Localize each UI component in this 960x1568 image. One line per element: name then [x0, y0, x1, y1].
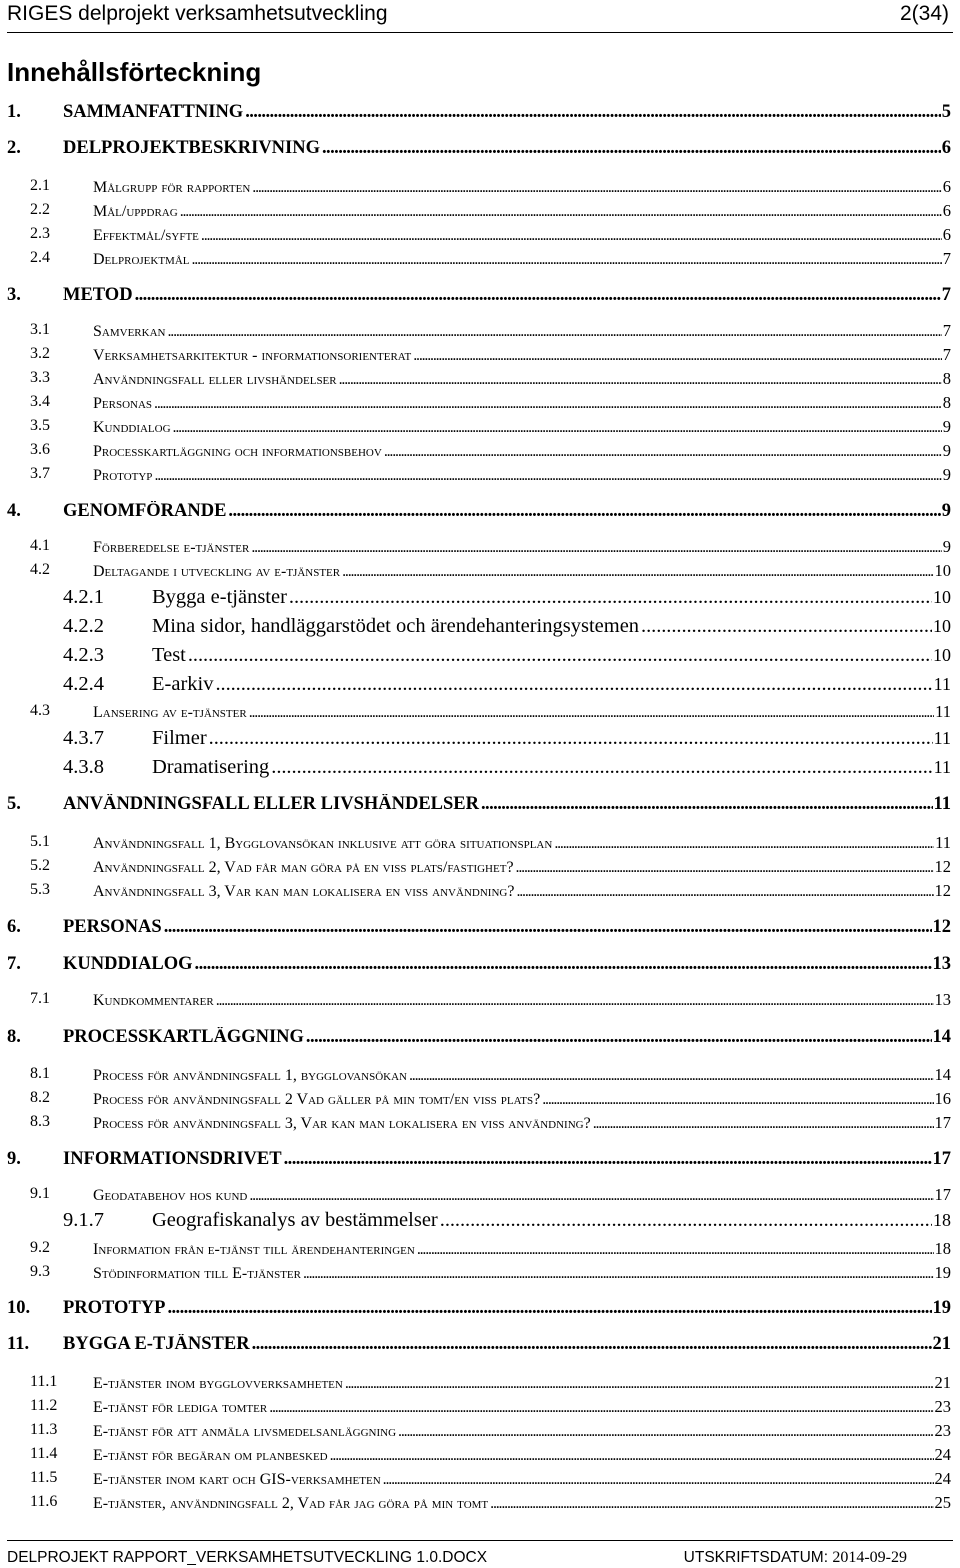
- toc-entry-number: 11.2: [30, 1397, 58, 1414]
- toc-dot-leader: [216, 992, 934, 1010]
- toc-dot-leader: [417, 1241, 934, 1259]
- toc-entry-number: 4.1: [30, 537, 50, 554]
- toc-entry-line: [93, 1263, 951, 1283]
- toc-entry-label[interactable]: Användningsfall 1, Bygglovansökan inklusive att göra situationsplan: [93, 835, 553, 852]
- toc-dot-leader: [251, 539, 941, 557]
- toc-entry-number: 8.2: [30, 1089, 50, 1106]
- toc-entry-number: 2.4: [30, 249, 50, 266]
- toc-entry-page-number[interactable]: 23: [934, 1421, 951, 1440]
- toc-entry-line: [93, 702, 951, 722]
- toc-entry-line: [93, 345, 951, 365]
- toc-entry-label[interactable]: PROCESSKARTLÄGGNING: [63, 1027, 304, 1047]
- toc-entry-label[interactable]: Effektmål/syfte: [93, 227, 199, 244]
- toc-heading: Innehållsförteckning: [7, 57, 262, 87]
- toc-entry-label[interactable]: Process för användningsfall 3, Var kan man lokalisera en viss användning?: [93, 1115, 591, 1132]
- toc-entry-label[interactable]: Bygga e-tjänster: [152, 586, 287, 608]
- toc-entry-line: [93, 369, 951, 389]
- toc-entry-line: [63, 285, 951, 306]
- toc-entry-page-number[interactable]: 5: [941, 102, 951, 122]
- toc-entry-line: [93, 1239, 951, 1259]
- toc-entry-number: 11.4: [30, 1445, 58, 1462]
- footer-filename: DELPROJEKT RAPPORT_VERKSAMHETSUTVECKLING 1.0.DOCX: [7, 1549, 488, 1566]
- toc-entry-number: 3.3: [30, 369, 50, 386]
- toc-entry-label[interactable]: Förberedelse e-tjänster: [93, 539, 250, 556]
- toc-entry-label[interactable]: ANVÄNDNINGSFALL ELLER LIVSHÄNDELSER: [63, 794, 479, 814]
- toc-dot-leader: [516, 883, 933, 901]
- toc-entry-label[interactable]: E-tjänst för begäran om planbesked: [93, 1447, 328, 1464]
- toc-entry-line: [93, 1397, 951, 1417]
- toc-entry-number: 11.6: [30, 1493, 58, 1510]
- toc-entry-number: 9.1: [30, 1185, 50, 1202]
- toc-entry-label[interactable]: Geodatabehov hos kund: [93, 1187, 248, 1204]
- toc-entry-line: [93, 321, 951, 341]
- toc-entry-label[interactable]: GENOMFÖRANDE: [63, 501, 227, 521]
- toc-entry-number: 5.1: [30, 833, 50, 850]
- toc-entry-label[interactable]: E-tjänst för att anmäla livsmedelsanläggning: [93, 1423, 397, 1440]
- toc-entry-page-number[interactable]: 16: [934, 1089, 951, 1108]
- toc-entry-page-number[interactable]: 21: [934, 1373, 951, 1392]
- toc-entry-line: [63, 917, 951, 938]
- toc-entry-number: 11.1: [30, 1373, 58, 1390]
- toc-entry-number: 3.1: [30, 321, 50, 338]
- toc-entry-number: 4.2.2: [63, 615, 104, 637]
- toc-entry-number: 11.: [7, 1334, 30, 1354]
- toc-entry-page-number[interactable]: 6: [942, 177, 951, 196]
- toc-entry-label[interactable]: E-tjänster inom kart och GIS-verksamheten: [93, 1471, 381, 1488]
- toc-entry-page-number[interactable]: 25: [934, 1493, 951, 1512]
- toc-entry-number: 11.3: [30, 1421, 58, 1438]
- toc-dot-leader: [188, 644, 932, 667]
- toc-dot-leader: [409, 1067, 934, 1085]
- toc-entry-label[interactable]: Prototyp: [93, 467, 153, 484]
- toc-entry-label[interactable]: Geografiskanalys av bestämmelser: [152, 1209, 438, 1231]
- toc-entry-page-number[interactable]: 7: [942, 249, 951, 268]
- toc-entry-page-number[interactable]: 11: [933, 794, 951, 814]
- toc-entry-label[interactable]: E-arkiv: [152, 673, 214, 695]
- toc-entry-page-number[interactable]: 7: [941, 285, 951, 305]
- toc-entry-page-number[interactable]: 12: [932, 917, 951, 937]
- toc-entry-line: [93, 1493, 951, 1513]
- toc-dot-leader: [481, 794, 933, 815]
- toc-dot-leader: [306, 1027, 932, 1048]
- toc-dot-leader: [249, 704, 934, 722]
- toc-dot-leader: [322, 138, 941, 159]
- toc-entry-line: [93, 857, 951, 877]
- toc-entry-number: 3.5: [30, 417, 50, 434]
- toc-entry-page-number[interactable]: 10: [933, 616, 951, 636]
- toc-entry-label[interactable]: Verksamhetsarkitektur - informationsorienterat: [93, 347, 412, 364]
- toc-entry-label[interactable]: Mål/uppdrag: [93, 203, 178, 220]
- toc-dot-leader: [641, 615, 932, 638]
- toc-entry-label[interactable]: Process för användningsfall 2 Vad gäller på min tomt/en viss plats?: [93, 1091, 541, 1108]
- toc-entry-number: 4.2.3: [63, 644, 104, 666]
- toc-dot-leader: [252, 1334, 932, 1355]
- toc-entry-line: [93, 1113, 951, 1133]
- toc-dot-leader: [490, 1495, 933, 1513]
- toc-entry-line: [93, 561, 951, 581]
- toc-entry-line: [93, 201, 951, 221]
- toc-dot-leader: [342, 563, 933, 581]
- toc-entry-page-number[interactable]: 24: [934, 1445, 951, 1464]
- toc-entry-page-number[interactable]: 12: [934, 881, 951, 900]
- toc-entry-line: [152, 644, 951, 667]
- toc-entry-line: [93, 1421, 951, 1441]
- toc-entry-number: 2.2: [30, 201, 50, 218]
- toc-dot-leader: [164, 917, 932, 938]
- toc-entry-number: 2.3: [30, 225, 50, 242]
- toc-entry-line: [93, 1469, 951, 1489]
- toc-entry-number: 7.1: [30, 990, 50, 1007]
- toc-dot-leader: [413, 347, 942, 365]
- toc-dot-leader: [154, 395, 942, 413]
- toc-dot-leader: [330, 1447, 934, 1465]
- toc-entry-number: 2.: [7, 138, 21, 158]
- toc-entry-number: 4.3: [30, 702, 50, 719]
- toc-entry-page-number[interactable]: 18: [933, 1210, 951, 1230]
- toc-dot-leader: [303, 1265, 934, 1283]
- toc-entry-page-number[interactable]: 9: [942, 465, 951, 484]
- toc-entry-line: [152, 1209, 951, 1232]
- page-footer: [7, 1540, 953, 1568]
- toc-entry-line: [63, 501, 951, 522]
- toc-entry-line: [152, 615, 951, 638]
- toc-dot-leader: [215, 673, 932, 696]
- toc-entry-line: [93, 1445, 951, 1465]
- toc-entry-page-number[interactable]: 6: [942, 225, 951, 244]
- toc-entry-page-number[interactable]: 7: [942, 345, 951, 364]
- toc-dot-leader: [252, 179, 941, 197]
- toc-entry-number: 4.: [7, 501, 21, 521]
- toc-entry-label[interactable]: Processkartläggning och informationsbehov: [93, 443, 382, 460]
- toc-entry-page-number[interactable]: 17: [934, 1185, 951, 1204]
- toc-dot-leader: [192, 251, 942, 269]
- toc-dot-leader: [593, 1115, 934, 1133]
- toc-entry-line: [63, 1149, 951, 1170]
- toc-dot-leader: [384, 443, 942, 461]
- toc-entry-label[interactable]: Samverkan: [93, 323, 166, 340]
- toc-entry-number: 4.2: [30, 561, 50, 578]
- toc-entry-line: [93, 177, 951, 197]
- toc-entry-label[interactable]: Kunddialog: [93, 419, 171, 436]
- footer-date-label: UTSKRIFTSDATUM:: [683, 1549, 829, 1566]
- toc-entry-label[interactable]: Process för användningsfall 1, bygglovansökan: [93, 1067, 407, 1084]
- toc-entry-number: 4.2.4: [63, 673, 104, 695]
- toc-entry-number: 3.6: [30, 441, 50, 458]
- toc-dot-leader: [339, 371, 942, 389]
- toc-entry-page-number[interactable]: 11: [933, 757, 951, 777]
- toc-entry-page-number[interactable]: 13: [934, 990, 951, 1009]
- toc-entry-number: 8.: [7, 1027, 21, 1047]
- toc-entry-page-number[interactable]: 23: [934, 1397, 951, 1416]
- toc-entry-label[interactable]: PERSONAS: [63, 917, 162, 937]
- toc-entry-label[interactable]: Dramatisering: [152, 756, 270, 778]
- toc-entry-line: [93, 249, 951, 269]
- toc-entry-page-number[interactable]: 10: [933, 645, 951, 665]
- footer-print-date: [684, 1549, 907, 1567]
- toc-entry-number: 8.3: [30, 1113, 50, 1130]
- toc-dot-leader: [209, 727, 933, 750]
- toc-dot-leader: [228, 501, 940, 522]
- toc-entry-line: [93, 441, 951, 461]
- toc-dot-leader: [245, 102, 941, 123]
- toc-entry-label[interactable]: E-tjänster inom bygglovverksamheten: [93, 1375, 343, 1392]
- toc-entry-line: [93, 1185, 951, 1205]
- toc-entry-line: [93, 990, 951, 1010]
- toc-entry-page-number[interactable]: 11: [935, 702, 951, 721]
- toc-entry-line: [93, 417, 951, 437]
- toc-entry-line: [63, 1027, 951, 1048]
- page-indicator: 2(34): [899, 2, 949, 25]
- toc-entry-page-number[interactable]: 8: [942, 369, 951, 388]
- toc-entry-label[interactable]: E-tjänster, användningsfall 2, Vad får jag göra på min tomt: [93, 1495, 489, 1512]
- toc-entry-label[interactable]: Användningsfall eller livshändelser: [93, 371, 337, 388]
- toc-entry-line: [93, 1065, 951, 1085]
- toc-dot-leader: [167, 323, 941, 341]
- toc-entry-label[interactable]: PROTOTYP: [63, 1298, 166, 1318]
- toc-entry-line: [93, 465, 951, 485]
- toc-entry-page-number[interactable]: 19: [934, 1263, 951, 1282]
- toc-entry-page-number[interactable]: 7: [942, 321, 951, 340]
- toc-entry-number: 11.5: [30, 1469, 58, 1486]
- toc-dot-leader: [516, 859, 934, 877]
- toc-dot-leader: [180, 203, 942, 221]
- toc-entry-number: 5.2: [30, 857, 50, 874]
- toc-entry-label[interactable]: SAMMANFATTNING: [63, 102, 244, 122]
- toc-entry-label[interactable]: INFORMATIONSDRIVET: [63, 1149, 282, 1169]
- toc-entry-line: [63, 102, 951, 123]
- toc-entry-label[interactable]: Test: [152, 644, 186, 666]
- toc-entry-number: 5.3: [30, 881, 50, 898]
- toc-entry-number: 9.2: [30, 1239, 50, 1256]
- toc-entry-page-number[interactable]: 21: [932, 1334, 951, 1354]
- toc-entry-page-number[interactable]: 9: [942, 537, 951, 556]
- toc-entry-page-number[interactable]: 14: [932, 1027, 951, 1047]
- toc-entry-number: 4.2.1: [63, 586, 104, 608]
- toc-entry-line: [63, 954, 951, 975]
- toc-entry-line: [152, 727, 951, 750]
- toc-dot-leader: [249, 1187, 933, 1205]
- toc-entry-page-number[interactable]: 11: [933, 674, 951, 694]
- toc-entry-line: [93, 225, 951, 245]
- footer-date-value: 2014-09-29: [832, 1549, 907, 1566]
- toc-entry-label[interactable]: Deltagande i utveckling av e-tjänster: [93, 563, 341, 580]
- toc-dot-leader: [284, 1149, 932, 1170]
- toc-entry-line: [63, 138, 951, 159]
- toc-entry-label[interactable]: Användningsfall 2, Vad får man göra på en viss plats/fastighet?: [93, 859, 514, 876]
- toc-entry-page-number[interactable]: 17: [934, 1113, 951, 1132]
- toc-entry-number: 3.2: [30, 345, 50, 362]
- toc-entry-line: [93, 393, 951, 413]
- toc-entry-line: [63, 1334, 951, 1355]
- toc-dot-leader: [154, 467, 941, 485]
- toc-entry-label[interactable]: DELPROJEKTBESKRIVNING: [63, 138, 320, 158]
- toc-dot-leader: [345, 1375, 934, 1393]
- toc-dot-leader: [269, 1399, 933, 1417]
- toc-dot-leader: [135, 285, 941, 306]
- toc-entry-line: [152, 586, 951, 609]
- toc-entry-page-number[interactable]: 14: [934, 1065, 951, 1084]
- toc-entry-page-number[interactable]: 11: [935, 833, 951, 852]
- toc-dot-leader: [271, 756, 932, 779]
- toc-entry-number: 3.: [7, 285, 21, 305]
- toc-entry-page-number[interactable]: 10: [933, 587, 951, 607]
- toc-entry-label[interactable]: METOD: [63, 285, 133, 305]
- toc-entry-page-number[interactable]: 9: [941, 501, 951, 521]
- toc-entry-page-number[interactable]: 9: [942, 417, 951, 436]
- toc-entry-line: [93, 1089, 951, 1109]
- toc-dot-leader: [554, 835, 934, 853]
- toc-dot-leader: [383, 1471, 934, 1489]
- toc-dot-leader: [398, 1423, 933, 1441]
- toc-entry-number: 4.3.8: [63, 756, 104, 778]
- toc-entry-page-number[interactable]: 12: [934, 857, 951, 876]
- toc-entry-number: 8.1: [30, 1065, 50, 1082]
- toc-dot-leader: [289, 586, 932, 609]
- toc-entry-number: 3.7: [30, 465, 50, 482]
- toc-dot-leader: [201, 227, 942, 245]
- toc-entry-label[interactable]: Lansering av e-tjänster: [93, 704, 247, 721]
- toc-dot-leader: [173, 419, 942, 437]
- toc-entry-label[interactable]: Delprojektmål: [93, 251, 190, 268]
- toc-entry-line: [63, 794, 951, 815]
- toc-entry-line: [152, 673, 951, 696]
- toc-entry-label[interactable]: BYGGA E-TJÄNSTER: [63, 1334, 250, 1354]
- toc-entry-number: 2.1: [30, 177, 50, 194]
- toc-entry-line: [93, 1373, 951, 1393]
- toc-entry-page-number[interactable]: 8: [942, 393, 951, 412]
- toc-entry-page-number[interactable]: 9: [942, 441, 951, 460]
- toc-entry-line: [152, 756, 951, 779]
- toc-entry-number: 5.: [7, 794, 21, 814]
- toc-entry-number: 10.: [7, 1298, 31, 1318]
- toc-entry-page-number[interactable]: 24: [934, 1469, 951, 1488]
- toc-entry-number: 3.4: [30, 393, 50, 410]
- toc-dot-leader: [542, 1091, 933, 1109]
- toc-dot-leader: [195, 954, 932, 975]
- toc-entry-page-number[interactable]: 6: [941, 138, 951, 158]
- toc-entry-label[interactable]: Användningsfall 3, Var kan man lokalisera en viss användning?: [93, 883, 515, 900]
- toc-entry-page-number[interactable]: 10: [934, 561, 951, 580]
- toc-entry-label[interactable]: Mina sidor, handläggarstödet och ärendehanteringsystemen: [152, 615, 640, 637]
- toc-entry-number: 6.: [7, 917, 21, 937]
- toc-entry-label[interactable]: Stödinformation till E-tjänster: [93, 1265, 301, 1282]
- toc-entry-label[interactable]: Kundkommentarer: [93, 992, 214, 1009]
- toc-entry-number: 1.: [7, 102, 21, 122]
- toc-entry-number: 7.: [7, 954, 21, 974]
- toc-entry-label[interactable]: Målgrupp för rapporten: [93, 179, 251, 196]
- toc-entry-line: [93, 537, 951, 557]
- toc-entry-number: 4.3.7: [63, 727, 104, 749]
- toc-entry-page-number[interactable]: 11: [933, 728, 951, 748]
- toc-entry-label[interactable]: Personas: [93, 395, 153, 412]
- toc-entry-page-number[interactable]: 13: [932, 954, 951, 974]
- toc-entry-line: [63, 1298, 951, 1319]
- toc-entry-number: 9.1.7: [63, 1209, 104, 1231]
- toc-entry-label[interactable]: E-tjänst för lediga tomter: [93, 1399, 268, 1416]
- toc-entry-number: 9.: [7, 1149, 21, 1169]
- toc-entry-line: [93, 833, 951, 853]
- toc-entry-page-number[interactable]: 19: [932, 1298, 951, 1318]
- toc-dot-leader: [167, 1298, 931, 1319]
- toc-entry-page-number[interactable]: 6: [942, 201, 951, 220]
- toc-entry-line: [93, 881, 951, 901]
- toc-entry-page-number[interactable]: 18: [934, 1239, 951, 1258]
- toc-entry-label[interactable]: Information från e-tjänst till ärendehanteringen: [93, 1241, 415, 1258]
- toc-entry-label[interactable]: Filmer: [152, 727, 207, 749]
- toc-entry-page-number[interactable]: 17: [932, 1149, 951, 1169]
- toc-dot-leader: [440, 1209, 932, 1232]
- document-title: RIGES delprojekt verksamhetsutveckling: [7, 2, 388, 25]
- toc-entry-number: 9.3: [30, 1263, 50, 1280]
- toc-entry-label[interactable]: KUNDDIALOG: [63, 954, 193, 974]
